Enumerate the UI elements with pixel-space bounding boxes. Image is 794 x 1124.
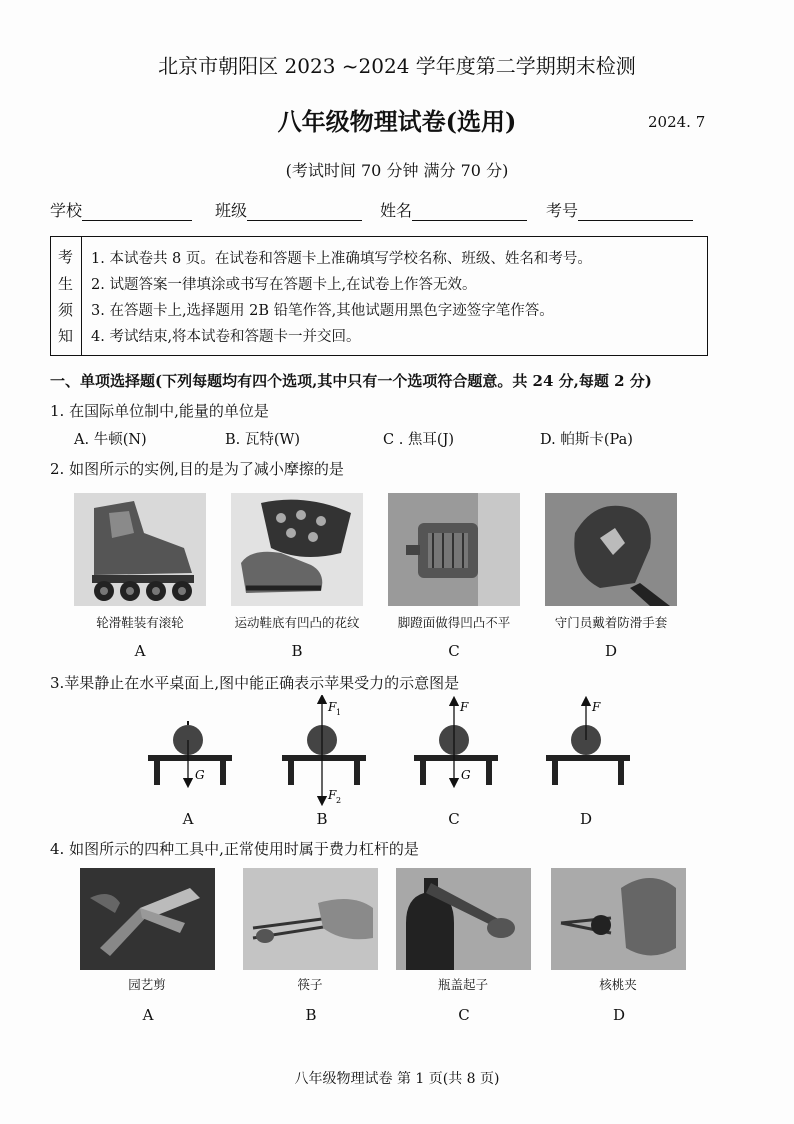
bike-pedal-photo <box>388 493 520 606</box>
paper-title: 八年级物理试卷(选用) <box>277 107 517 136</box>
force-diagram-d[interactable] <box>546 700 630 785</box>
choice-letter-d[interactable]: D <box>579 810 593 828</box>
notice-item: 2. 试题答案一律填涂或书写在答题卡上,在试卷上作答无效。 <box>91 277 477 293</box>
section-heading: 一、单项选择题(下列每题均有四个选项,其中只有一个选项符合题意。共 24 分,每题 2 分) <box>50 372 652 390</box>
svg-text:F: F <box>328 700 337 714</box>
force-diagram-a[interactable] <box>148 721 232 785</box>
svg-text:F: F <box>460 700 469 714</box>
notice-item: 4. 考试结束,将本试卷和答题卡一并交回。 <box>91 329 361 345</box>
field-name[interactable]: 姓名 <box>380 198 527 221</box>
notice-item: 1. 本试卷共 8 页。在试卷和答题卡上准确填写学校名称、班级、姓名和考号。 <box>91 251 592 267</box>
choice-letter-b[interactable]: B <box>305 1006 317 1024</box>
notice-side-label: 考 生 须 知 <box>51 237 82 355</box>
roller-skate-photo <box>74 493 206 606</box>
svg-text:2: 2 <box>336 796 342 805</box>
blank-line[interactable] <box>247 204 362 221</box>
svg-text:G: G <box>461 768 471 782</box>
student-info-fields <box>50 198 700 222</box>
nutcracker-photo <box>551 868 686 970</box>
image-caption: 筷子 <box>297 977 323 992</box>
choice-letter-a[interactable]: A <box>134 642 146 660</box>
image-caption: 脚蹬面做得凹凸不平 <box>397 615 511 630</box>
option-b[interactable]: B. 瓦特(W) <box>225 432 301 448</box>
image-caption: 运动鞋底有凹凸的花纹 <box>234 615 360 630</box>
exam-time-note: (考试时间 70 分钟 满分 70 分) <box>285 161 509 180</box>
bottle-opener-photo <box>396 868 531 970</box>
image-caption: 轮滑鞋装有滚轮 <box>96 615 184 630</box>
exam-header-title: 北京市朝阳区 2023 ~2024 学年度第二学期期末检测 <box>158 54 636 78</box>
svg-text:F: F <box>592 700 601 714</box>
notice-item: 3. 在答题卡上,选择题用 2B 铅笔作答,其他试题用黑色字迹签字笔作答。 <box>91 303 554 319</box>
image-caption: 瓶盖起子 <box>437 977 488 992</box>
option-a[interactable]: A. 牛顿(N) <box>74 432 147 448</box>
choice-letter-a[interactable]: A <box>142 1006 154 1024</box>
image-caption: 守门员戴着防滑手套 <box>554 615 668 630</box>
page-footer: 八年级物理试卷 第 1 页(共 8 页) <box>294 1071 500 1087</box>
garden-shears-photo <box>80 868 215 970</box>
svg-text:F: F <box>328 788 337 802</box>
option-d[interactable]: D. 帕斯卡(Pa) <box>540 432 633 448</box>
question-3: 3.苹果静止在水平桌面上,图中能正确表示苹果受力的示意图是 <box>50 674 460 692</box>
question-4: 4. 如图所示的四种工具中,正常使用时属于费力杠杆的是 <box>50 840 419 858</box>
exam-notice-box <box>50 236 708 356</box>
field-class[interactable]: 班级 <box>215 198 362 221</box>
question-2: 2. 如图所示的实例,目的是为了减小摩擦的是 <box>50 460 344 478</box>
choice-letter-d[interactable]: D <box>604 642 618 660</box>
choice-letter-c[interactable]: C <box>448 642 460 660</box>
goalkeeper-glove-photo <box>545 493 677 606</box>
choice-letter-d[interactable]: D <box>612 1006 626 1024</box>
sneaker-sole-photo <box>231 493 363 606</box>
choice-letter-b[interactable]: B <box>316 810 328 828</box>
chopsticks-photo <box>243 868 378 970</box>
exam-date: 2024. 7 <box>648 113 706 131</box>
option-c[interactable]: C . 焦耳(J) <box>383 432 455 448</box>
image-caption: 园艺剪 <box>128 977 166 992</box>
field-exam-number[interactable]: 考号 <box>546 198 693 221</box>
force-diagram-c[interactable] <box>414 700 498 785</box>
force-diagrams <box>140 695 640 810</box>
svg-text:G: G <box>195 768 205 782</box>
svg-text:1: 1 <box>336 708 342 717</box>
image-caption: 核桃夹 <box>599 977 637 992</box>
choice-letter-c[interactable]: C <box>458 1006 470 1024</box>
blank-line[interactable] <box>412 204 527 221</box>
choice-letter-c[interactable]: C <box>448 810 460 828</box>
force-diagram-b[interactable] <box>282 699 366 805</box>
blank-line[interactable] <box>82 204 192 221</box>
blank-line[interactable] <box>578 204 693 221</box>
question-1: 1. 在国际单位制中,能量的单位是 <box>50 402 269 420</box>
field-school[interactable]: 学校 <box>50 198 192 221</box>
choice-letter-a[interactable]: A <box>182 810 194 828</box>
choice-letter-b[interactable]: B <box>291 642 303 660</box>
